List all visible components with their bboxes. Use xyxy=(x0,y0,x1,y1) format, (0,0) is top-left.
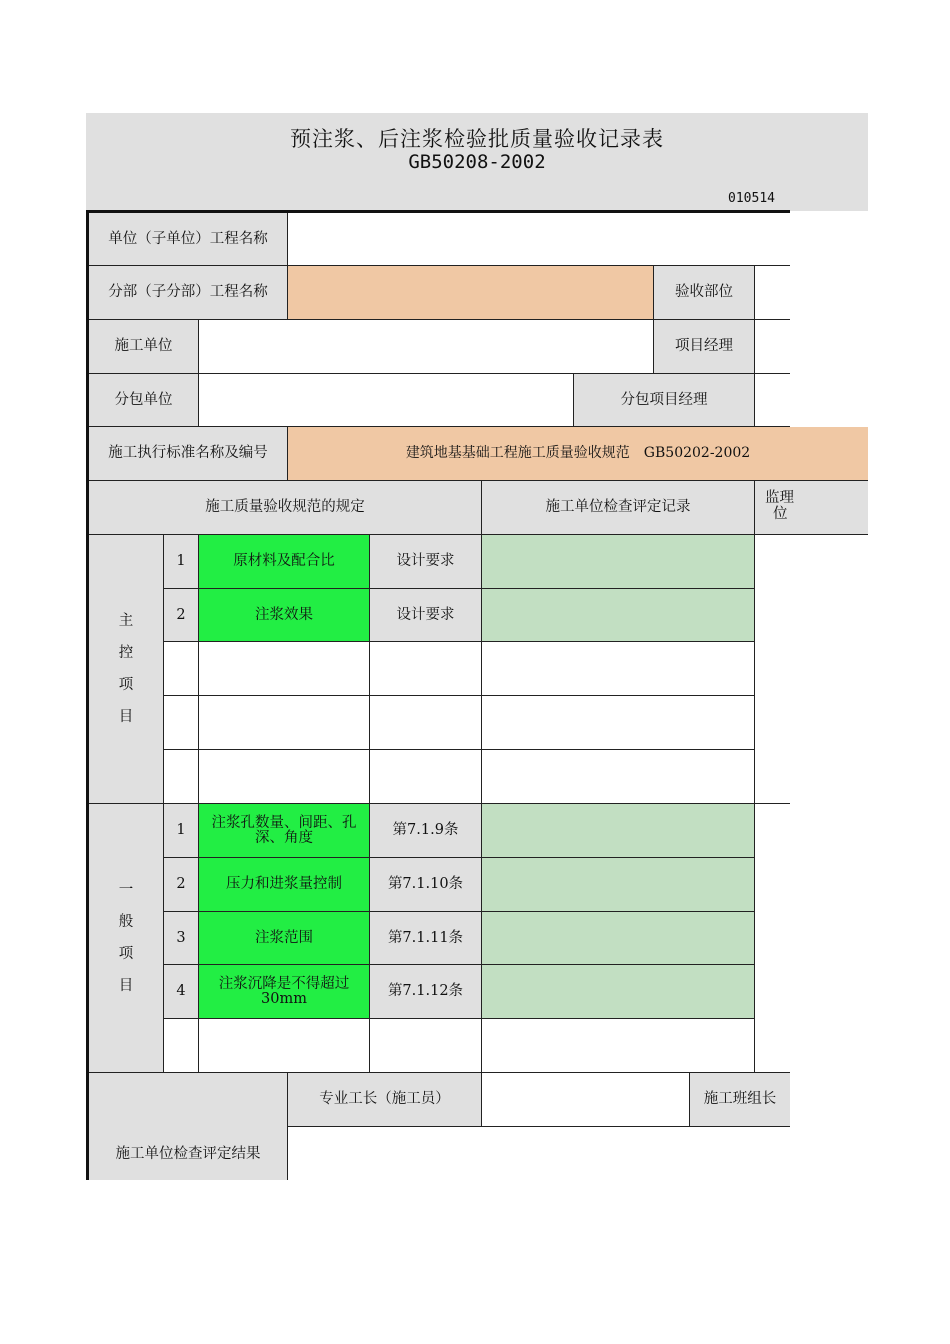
supervisor-header xyxy=(755,481,868,535)
general-row-4-req: 第7.1.12条 xyxy=(370,965,482,1019)
main-row-4-item xyxy=(199,696,370,750)
general-group-char-3: 项 xyxy=(118,946,134,962)
main-group-char-2: 控 xyxy=(118,645,134,661)
result-field[interactable] xyxy=(288,1127,790,1180)
foreman-field[interactable] xyxy=(482,1073,690,1127)
main-row-3-item xyxy=(199,642,370,696)
main-row-5-no xyxy=(164,750,199,804)
general-row-2-record[interactable] xyxy=(482,858,755,912)
main-row-2-item: 注浆效果 xyxy=(199,589,370,642)
supervisor-general-block[interactable] xyxy=(755,804,790,1073)
result-label: 施工单位检查评定结果 xyxy=(89,1073,288,1180)
subcontract-unit-label: 分包单位 xyxy=(89,374,199,427)
main-row-4-record[interactable] xyxy=(482,696,755,750)
general-row-3-req: 第7.1.11条 xyxy=(370,912,482,965)
construction-unit-field[interactable] xyxy=(199,320,654,374)
subcontract-manager-field[interactable] xyxy=(755,374,790,427)
spec-header: 施工质量验收规范的规定 xyxy=(89,481,482,535)
general-row-4-no: 4 xyxy=(164,965,199,1019)
acceptance-part-label: 验收部位 xyxy=(654,266,755,320)
record-header: 施工单位检查评定记录 xyxy=(482,481,755,535)
main-row-4-req xyxy=(370,696,482,750)
subcontract-manager-label: 分包项目经理 xyxy=(574,374,755,427)
main-row-1-item: 原材料及配合比 xyxy=(199,535,370,589)
main-group-char-1: 主 xyxy=(118,613,134,629)
supervisor-header-line2: 位 xyxy=(773,506,788,522)
general-row-3-record[interactable] xyxy=(482,912,755,965)
main-row-5-item xyxy=(199,750,370,804)
general-row-1-no: 1 xyxy=(164,804,199,858)
general-group-char-4: 目 xyxy=(118,978,134,994)
main-row-1-req: 设计要求 xyxy=(370,535,482,589)
form-code: 010514 xyxy=(728,191,775,206)
main-row-2-req: 设计要求 xyxy=(370,589,482,642)
general-row-5-item xyxy=(199,1019,370,1073)
sub-project-label: 分部（子分部）工程名称 xyxy=(89,266,288,320)
general-row-2-item: 压力和进浆量控制 xyxy=(199,858,370,912)
project-manager-field[interactable] xyxy=(755,320,790,374)
general-row-4-item-line1: 注浆沉降是不得超过 xyxy=(218,975,350,992)
main-items-group xyxy=(89,535,164,804)
general-row-5-no xyxy=(164,1019,199,1073)
main-group-char-3: 项 xyxy=(118,677,134,693)
team-leader-label: 施工班组长 xyxy=(690,1073,790,1127)
exec-standard-value: 建筑地基基础工程施工质量验收规范 GB50202-2002 xyxy=(288,427,868,481)
unit-project-label: 单位（子单位）工程名称 xyxy=(89,213,288,266)
supervisor-main-block[interactable] xyxy=(755,535,790,804)
sub-project-field[interactable] xyxy=(288,266,654,320)
unit-project-field[interactable] xyxy=(288,213,790,266)
main-row-1-no: 1 xyxy=(164,535,199,589)
foreman-label: 专业工长（施工员） xyxy=(288,1073,482,1127)
main-row-2-record[interactable] xyxy=(482,589,755,642)
main-row-5-record[interactable] xyxy=(482,750,755,804)
project-manager-label: 项目经理 xyxy=(654,320,755,374)
general-row-5-record[interactable] xyxy=(482,1019,755,1073)
exec-standard-label: 施工执行标准名称及编号 xyxy=(89,427,288,481)
form-title: 预注浆、后注浆检验批质量验收记录表 xyxy=(290,127,664,151)
main-row-1-record[interactable] xyxy=(482,535,755,589)
general-row-5-req xyxy=(370,1019,482,1073)
acceptance-part-field[interactable] xyxy=(755,266,790,320)
general-group-char-1: 一 xyxy=(118,882,134,898)
main-group-char-4: 目 xyxy=(118,709,134,725)
general-row-1-item xyxy=(199,804,370,858)
general-row-4-item xyxy=(199,965,370,1019)
main-row-4-no xyxy=(164,696,199,750)
general-row-4-record[interactable] xyxy=(482,965,755,1019)
supervisor-header-line1: 监理 xyxy=(765,490,794,506)
main-row-3-req xyxy=(370,642,482,696)
general-group-char-2: 般 xyxy=(118,914,134,930)
general-row-3-item: 注浆范围 xyxy=(199,912,370,965)
general-row-1-record[interactable] xyxy=(482,804,755,858)
general-row-2-no: 2 xyxy=(164,858,199,912)
form-standard: GB50208-2002 xyxy=(408,151,546,173)
general-items-group xyxy=(89,804,164,1073)
main-row-3-record[interactable] xyxy=(482,642,755,696)
general-row-1-item-line2: 深、角度 xyxy=(255,829,313,846)
general-row-3-no: 3 xyxy=(164,912,199,965)
construction-unit-label: 施工单位 xyxy=(89,320,199,374)
main-row-5-req xyxy=(370,750,482,804)
main-row-3-no xyxy=(164,642,199,696)
general-row-2-req: 第7.1.10条 xyxy=(370,858,482,912)
general-row-1-item-line1: 注浆孔数量、间距、孔 xyxy=(211,814,357,831)
general-row-4-item-line2: 30mm xyxy=(261,990,307,1007)
general-row-1-req: 第7.1.9条 xyxy=(370,804,482,858)
subcontract-unit-field[interactable] xyxy=(199,374,574,427)
main-row-2-no: 2 xyxy=(164,589,199,642)
